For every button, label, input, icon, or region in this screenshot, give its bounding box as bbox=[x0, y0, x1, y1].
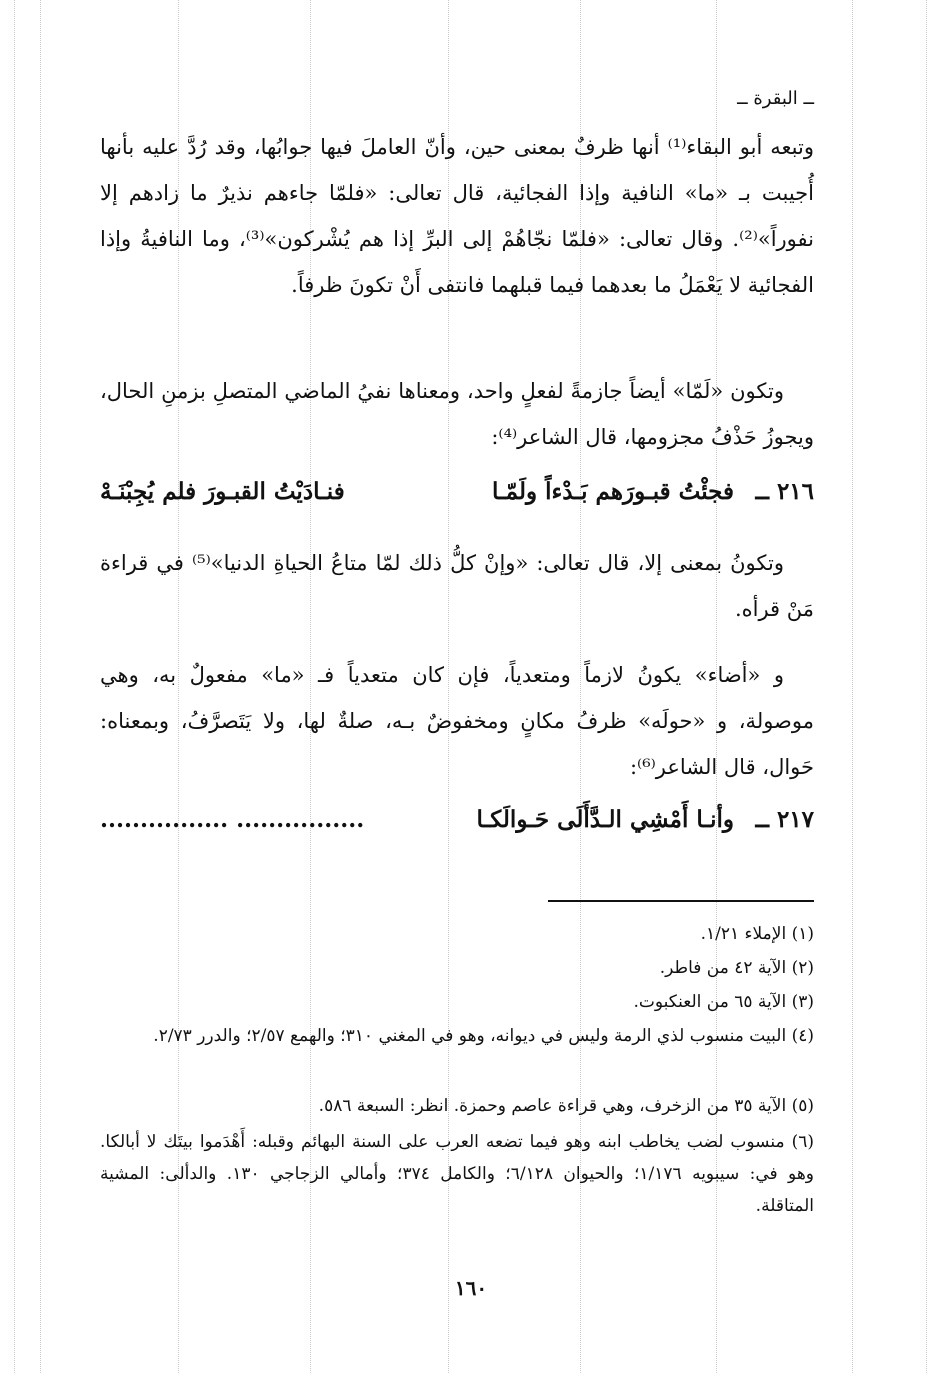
paragraph-4: و «أضاء» يكونُ لازماً ومتعدياً، فإن كان متعدياً فـ «ما» مفعولٌ به، وهي موصولة، و «حولَه» ظرفُ مكانٍ ومخفوضٌ بـه، صلةٌ لها، ولا يَتَصرَّفُ، وبمعناه: حَوال، قال الشاعر⁽⁶⁾: bbox=[100, 663, 814, 779]
paragraph-2: وتكون «لَمّا» أيضاً جازمةً لفعلٍ واحد، ومعناها نفيُ الماضي المتصلِ بزمنِ الحال، ويجوزُ حَذْفُ مجزومها، قال الشاعر⁽⁴⁾: bbox=[100, 379, 814, 449]
footnote-4: (٤) البيت منسوب لذي الرمة وليس في ديوانه، وهو في المغني ٣١٠؛ والهمع ٢/٥٧؛ والدرر ٢/٧٣. bbox=[153, 1026, 814, 1046]
scan-guide-line bbox=[14, 0, 15, 1373]
scan-guide-line bbox=[926, 0, 927, 1373]
footnote-5: (٥) الآية ٣٥ من الزخرف، وهي قراءة عاصم وحمزة. انظر: السبعة ٥٨٦. bbox=[318, 1096, 814, 1116]
verse-second-hemistich-ellipsis: ................ ................ bbox=[100, 806, 365, 833]
footnote-3: (٣) الآية ٦٥ من العنكبوت. bbox=[633, 992, 814, 1012]
footnote-2: (٢) الآية ٤٢ من فاطر. bbox=[659, 958, 814, 978]
verse-number: ٢١٧ ــ bbox=[755, 806, 814, 833]
verse-216 bbox=[100, 478, 814, 518]
verse-first-hemistich: وأنـا أَمْشِي الـدَّأَلَى حَـوالَكـا bbox=[476, 806, 734, 833]
footnote-separator bbox=[548, 900, 814, 902]
footnote-1: (١) الإملاء ١/٢١. bbox=[700, 924, 814, 944]
scan-guide-line bbox=[40, 0, 41, 1373]
verse-217 bbox=[100, 806, 814, 846]
scan-guide-line bbox=[852, 0, 853, 1373]
verse-second-hemistich: فنـادَيْتُ القبـورَ فلم يُجِبْنَـهْ bbox=[100, 478, 345, 505]
footnote-6: (٦) منسوب لضب يخاطب ابنه وهو فيما تضعه العرب على السنة البهائم وقبله: أَهْدَموا بيتَك لا أبالكا. وهو في: سيبويه ١/١٧٦؛ والحيوان ٦/١٢٨؛ والكامل ٣٧٤؛ وأمالي الزجاجي ١٣٠. والدألى: المشية المتاقلة. bbox=[100, 1132, 814, 1216]
paragraph-1: وتبعه أبو البقاء⁽¹⁾ أنها ظرفٌ بمعنى حين، وأنّ العاملَ فيها جوابُها، وقد رُدَّ عليه بأنها أُجيبت بـ «ما» النافية وإذا الفجائية، قال تعالى: «فلمّا جاءهم نذيرٌ ما زادهم إلا نفوراً»⁽²⁾. وقال تعالى: «فلمّا نجّاهُمْ إلى البرِّ إذا هم يُشْركون»⁽³⁾، وما النافيةُ وإذا الفجائية لا يَعْمَلُ ما بعدهما فيما قبلهما فانتفى أَنْ تكونَ ظرفاً. bbox=[100, 135, 815, 297]
page-number: ١٦٠ bbox=[454, 1276, 488, 1300]
running-header: ــ البقرة ــ bbox=[737, 88, 814, 109]
verse-first-hemistich: فجئْتُ قبـورَهم بَـدْءاً ولَمّـا bbox=[491, 478, 734, 505]
verse-number: ٢١٦ ــ bbox=[755, 478, 814, 505]
paragraph-3: وتكونُ بمعنى إلا، قال تعالى: «وإنْ كلُّ ذلك لمّا متاعُ الحياةِ الدنيا»⁽⁵⁾ في قراءة مَنْ قرأه. bbox=[100, 551, 814, 621]
